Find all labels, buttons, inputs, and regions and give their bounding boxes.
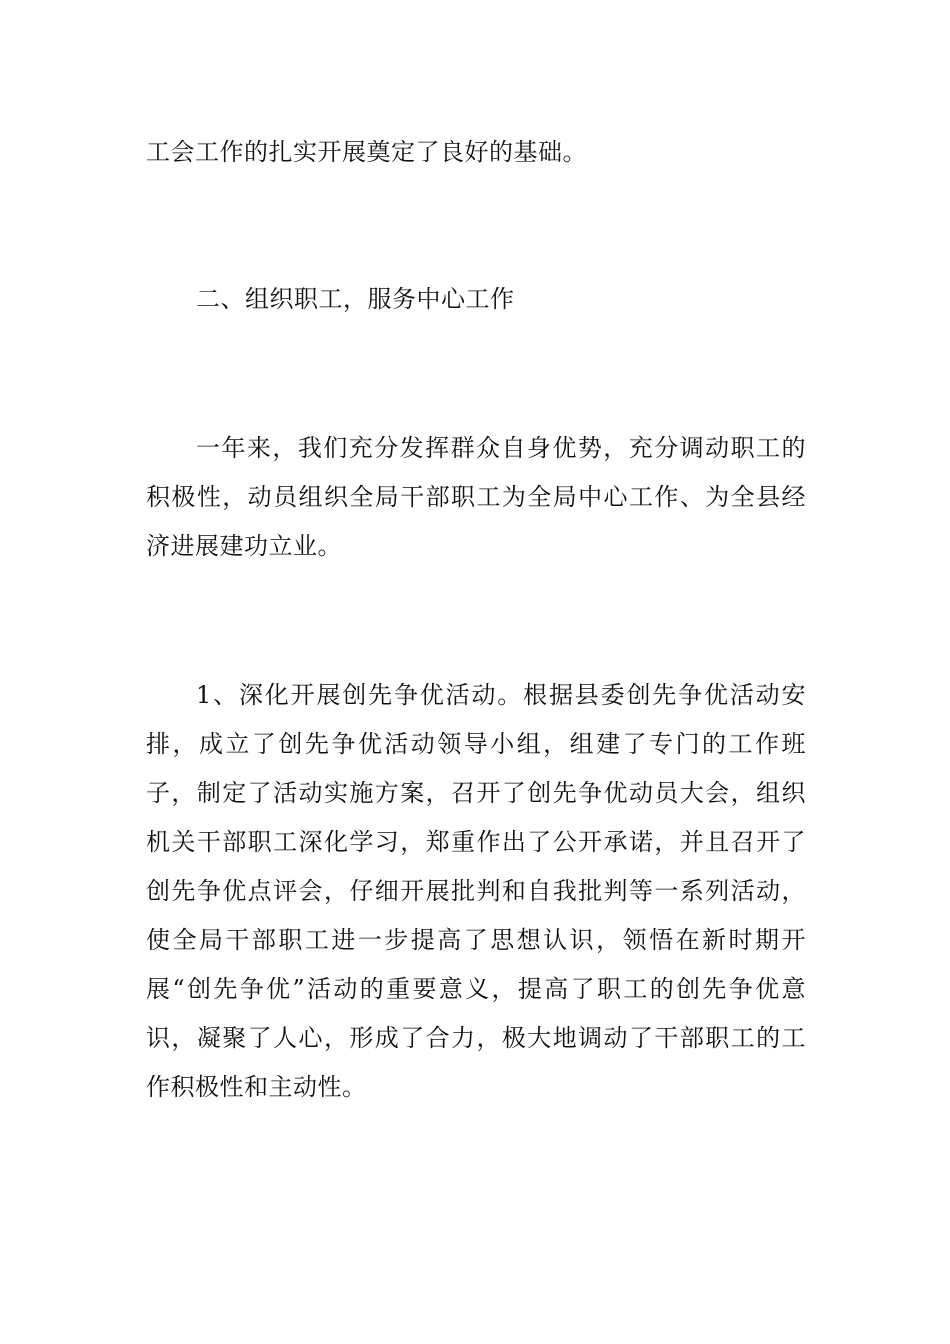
paragraph-continuation: 工会工作的扎实开展奠定了良好的基础。: [146, 138, 587, 166]
section-heading: 二、组织职工，服务中心工作: [196, 285, 515, 313]
paragraph-intro: 一年来，我们充分发挥群众自身优势，充分调动职工的积极性，动员组织全局干部职工为全局中心工作、为全县经济进展建功立业。: [146, 434, 806, 560]
paragraph-item-1: 1、深化开展创先争优活动。根据县委创先争优活动安排，成立了创先争优活动领导小组，组建了专门的工作班子，制定了活动实施方案，召开了创先争优动员大会，组织机关干部职工深化学习，郑重作出了公开承诺，并且召开了创先争优点评会，仔细开展批判和自我批判等一系列活动，使全局干部职工进一步提高了思想认识，领悟在新时期开展“创先争优”活动的重要意义，提高了职工的创先争优意识，凝聚了人心，形成了合力，极大地调动了干部职工的工作积极性和主动性。: [146, 681, 806, 1101]
